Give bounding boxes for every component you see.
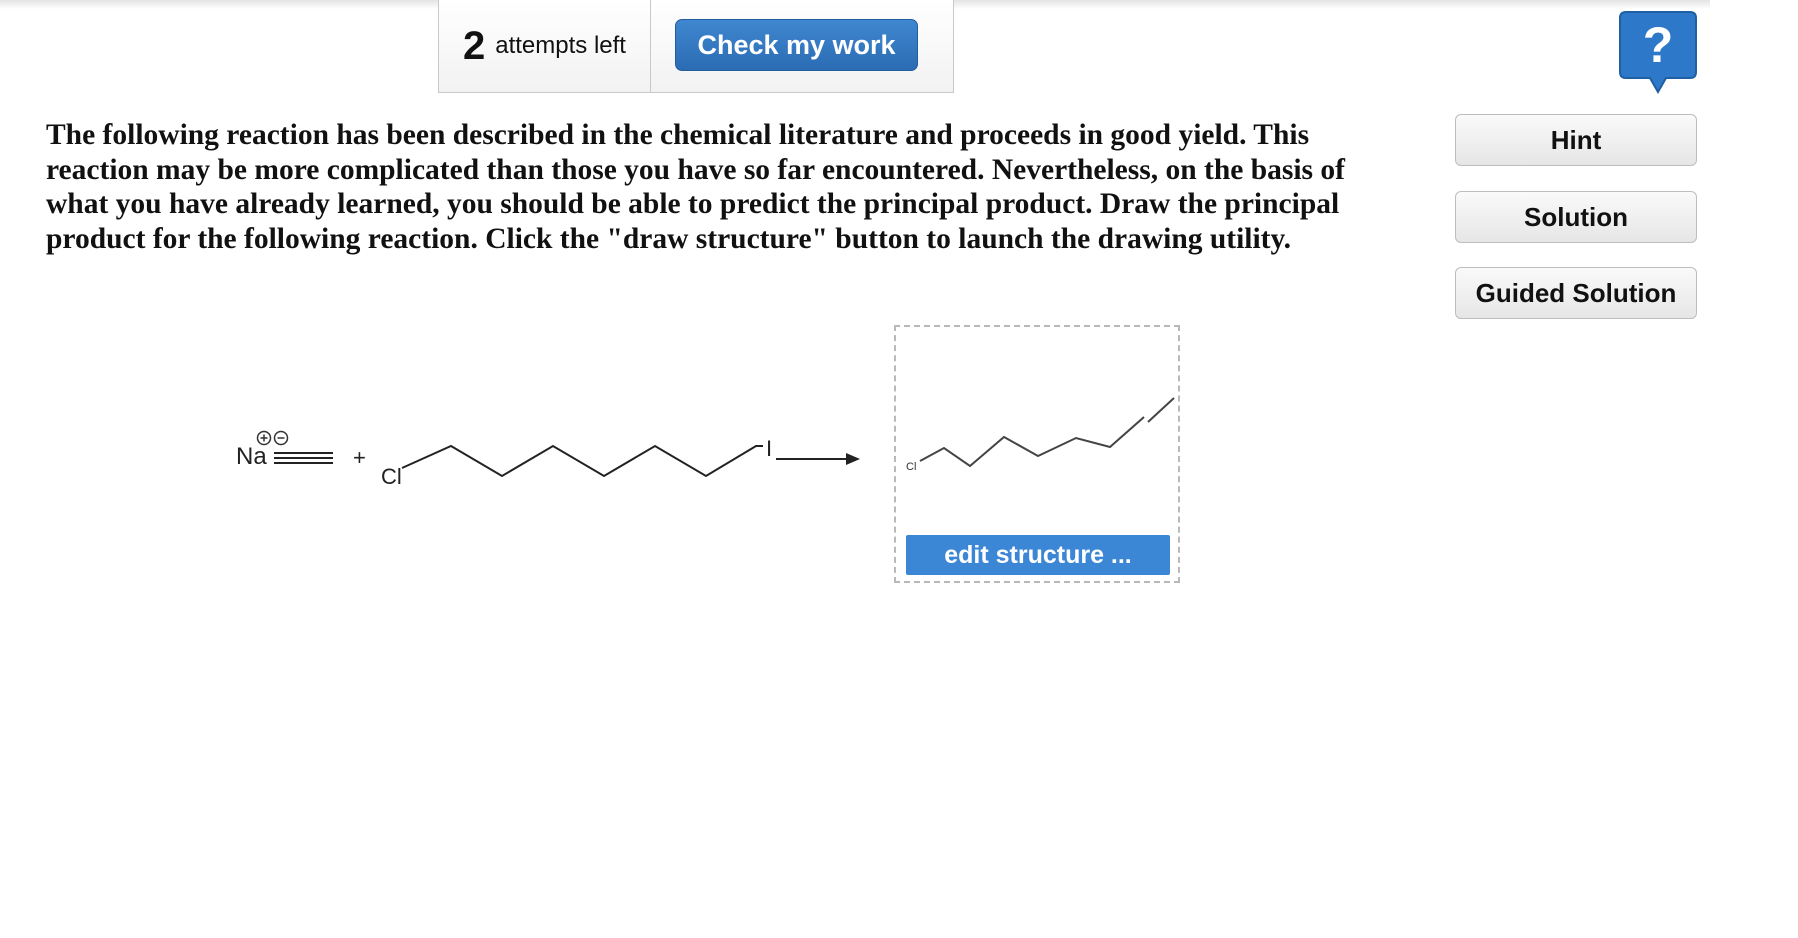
help-glyph: ? [1642, 17, 1674, 73]
product-chloro-label: Cl [906, 461, 917, 473]
chloro-iodo-alkane [381, 436, 772, 489]
help-question-icon[interactable] [1618, 10, 1698, 94]
sodium-label: Na [236, 443, 267, 470]
edit-structure-button[interactable]: edit structure ... [906, 535, 1170, 575]
iodo-label: I [766, 436, 773, 461]
check-work-panel [651, 0, 954, 93]
guided-solution-button[interactable]: Guided Solution [1455, 267, 1697, 319]
product-structure [896, 327, 1178, 527]
attempts-label: attempts left [495, 32, 626, 59]
hint-button[interactable]: Hint [1455, 114, 1697, 166]
attempts-indicator [438, 0, 651, 93]
reaction-scheme [220, 410, 880, 510]
plus-sign: + [353, 445, 366, 470]
chloro-label: Cl [381, 464, 402, 489]
answer-drawing-area[interactable] [894, 325, 1180, 583]
check-my-work-button[interactable]: Check my work [675, 19, 918, 71]
reaction-arrow [776, 453, 860, 465]
attempts-count: 2 [463, 23, 486, 68]
question-text: The following reaction has been described in the chemical literature and proceeds in good yield. This reaction may be more complicated than those you have so far encountered. Nevertheless, on the basis of what you have already learned, you should be able to predict the principal product. Draw the principal product for the following reaction. Click the "draw structure" button to launch the drawing utility. [46, 119, 1345, 255]
solution-button[interactable]: Solution [1455, 191, 1697, 243]
sodium-acetylide [236, 432, 333, 471]
